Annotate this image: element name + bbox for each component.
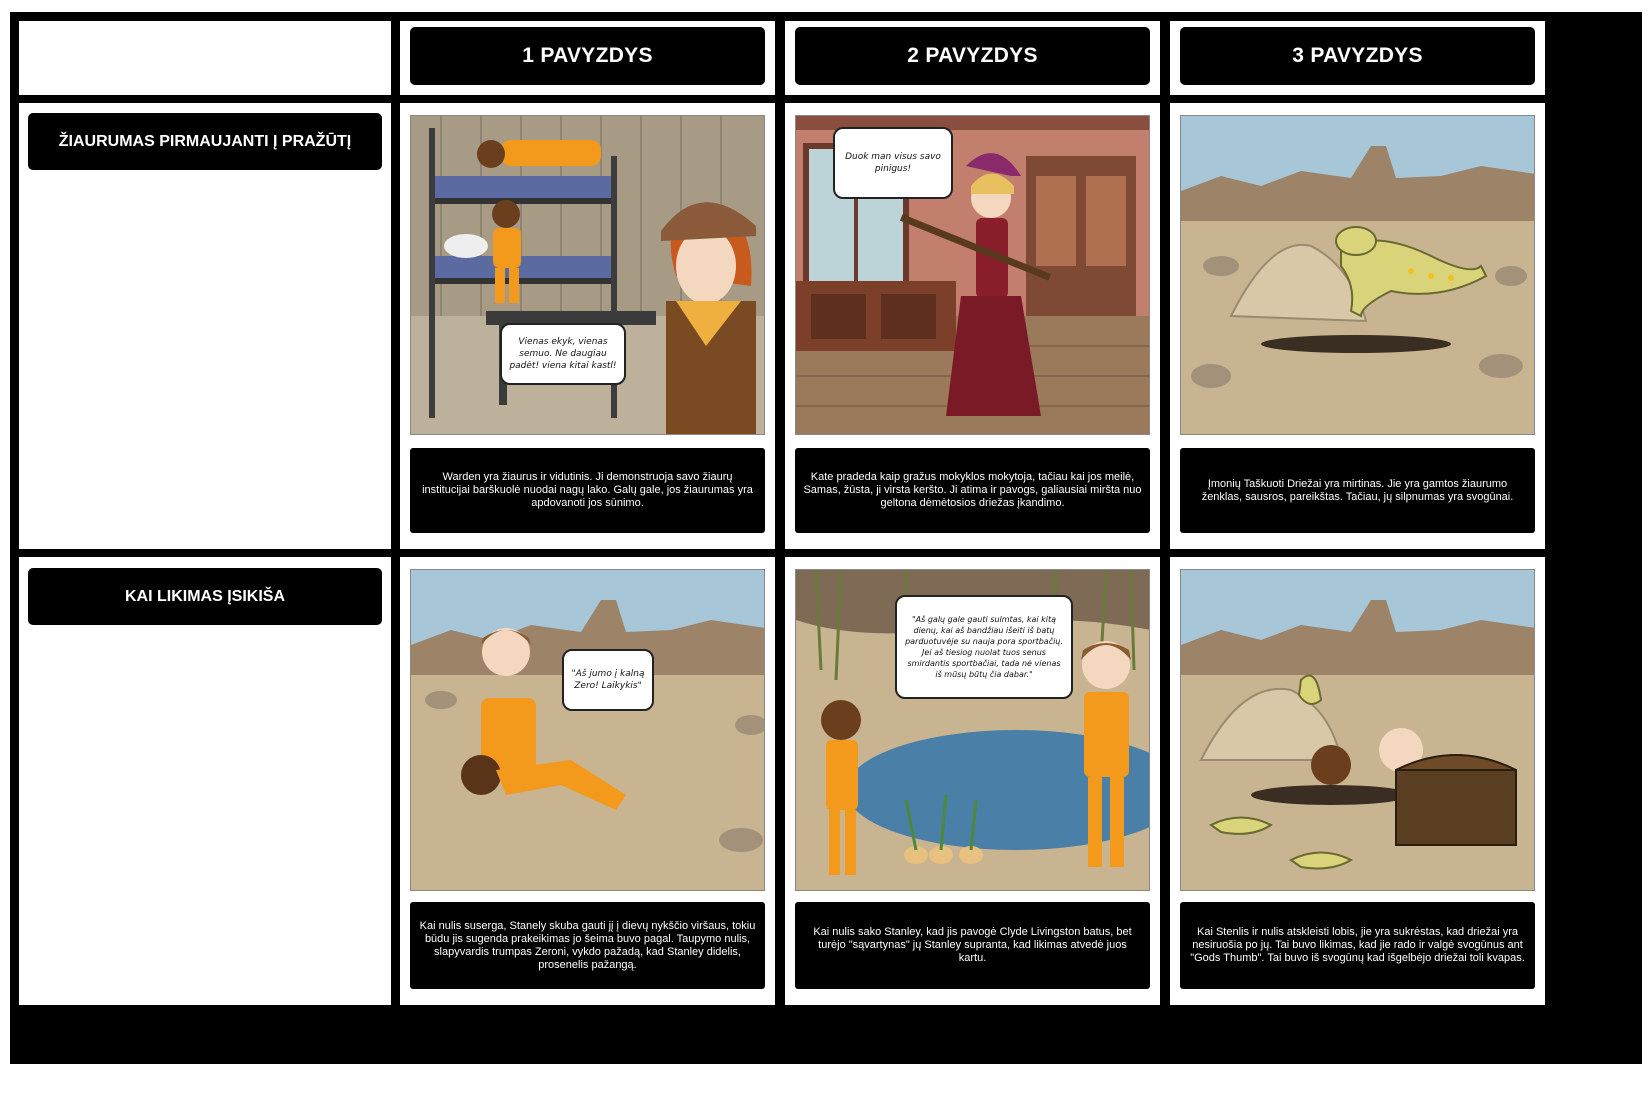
header-cell-1 xyxy=(400,21,775,95)
footer-credit: Create your own at Storyboard That xyxy=(10,1022,249,1039)
speech-bubble: Duok man visus savo pinigus! xyxy=(833,127,953,199)
row-label-2: KAI LIKIMAS ĮSIKIŠA xyxy=(28,568,382,625)
storyboard-cell-r2c1 xyxy=(400,557,775,1005)
scene-image xyxy=(410,115,765,435)
speech-bubble: Vienas ekyk, vienas semuo. Ne daugiau padėt! viena kitai kastl! xyxy=(500,323,626,385)
cell-description: Kai nulis sako Stanley, kad jis pavogė Clyde Livingston batus, bet turėjo "sąvartynas" jų Stanley supranta, kad likimas atvedė juos kartu. xyxy=(795,902,1150,989)
column-title-2: 2 PAVYZDYS xyxy=(795,27,1150,85)
column-title-1: 1 PAVYZDYS xyxy=(410,27,765,85)
speech-bubble: "Aš galų gale gauti sulmtas, kai kitą dienų, kai aš bandžiau išeiti iš batų parduotuvėje su nauja pora sportbačių. Jei aš tiesiog nuolat tuos senus smirdantis sportbačiai, tada nė vienas iš mūsų būtų čia dabar." xyxy=(895,595,1073,699)
cell-description: Įmonių Taškuoti Driežai yra mirtinas. Jie yra gamtos žiaurumo ženklas, sausros, pareikštas. Tačiau, jų silpnumas yra svogūnai. xyxy=(1180,448,1535,533)
scene-image xyxy=(1180,569,1535,891)
row-label-1: ŽIAURUMAS PIRMAUJANTI Į PRAŽŪTĮ xyxy=(28,113,382,170)
storyboard-cell-r2c3 xyxy=(1170,557,1545,1005)
storyboard-cell-r1c2 xyxy=(785,103,1160,549)
header-cell-3 xyxy=(1170,21,1545,95)
storyboard-cell-r1c3 xyxy=(1170,103,1545,549)
speech-bubble: "Aš jumo į kalną Zero! Laikykis" xyxy=(562,649,654,711)
cell-description: Kate pradeda kaip gražus mokyklos mokytoja, tačiau kai jos meilė, Samas, žūsta, ji virsta keršto. Ji atima ir pavogs, galiausiai miršta nuo geltona dėmėtosios driežas įkandimo. xyxy=(795,448,1150,533)
scene-image xyxy=(410,569,765,891)
column-title-3: 3 PAVYZDYS xyxy=(1180,27,1535,85)
header-cell-2 xyxy=(785,21,1160,95)
cell-description: Kai Stenlis ir nulis atskleisti lobis, jie yra sukrėstas, kad driežai yra nesiruošia po jų. Tai buvo likimas, kad jie rado ir valgė svogūnus ant "Gods Thumb". Tai buvo iš svogūnų kad išgelbėjo driežai toli kvapas. xyxy=(1180,902,1535,989)
storyboard-cell-r2c2 xyxy=(785,557,1160,1005)
cell-description: Warden yra žiaurus ir vidutinis. Ji demonstruoja savo žiaurų institucijai barškuolė nuodai nagų lako. Galų gale, jos žiaurumas yra apdovanoti jos sūnimo. xyxy=(410,448,765,533)
row-label-cell-1 xyxy=(19,103,391,549)
storyboard-grid xyxy=(10,12,1642,1064)
cell-description: Kai nulis suserga, Stanely skuba gauti jį į dievų nykščio viršaus, tokiu būdu jis sugenda prakeikimas jo šeima buvo pagal. Taupymo nulis, slapyvardis trumpas Zeroni, vykdo pažadą, kad Stanley didelis, prosenelis pažangą. xyxy=(410,902,765,989)
corner-cell xyxy=(19,21,391,95)
storyboard-cell-r1c1 xyxy=(400,103,775,549)
scene-image xyxy=(1180,115,1535,435)
row-label-cell-2 xyxy=(19,557,391,1005)
